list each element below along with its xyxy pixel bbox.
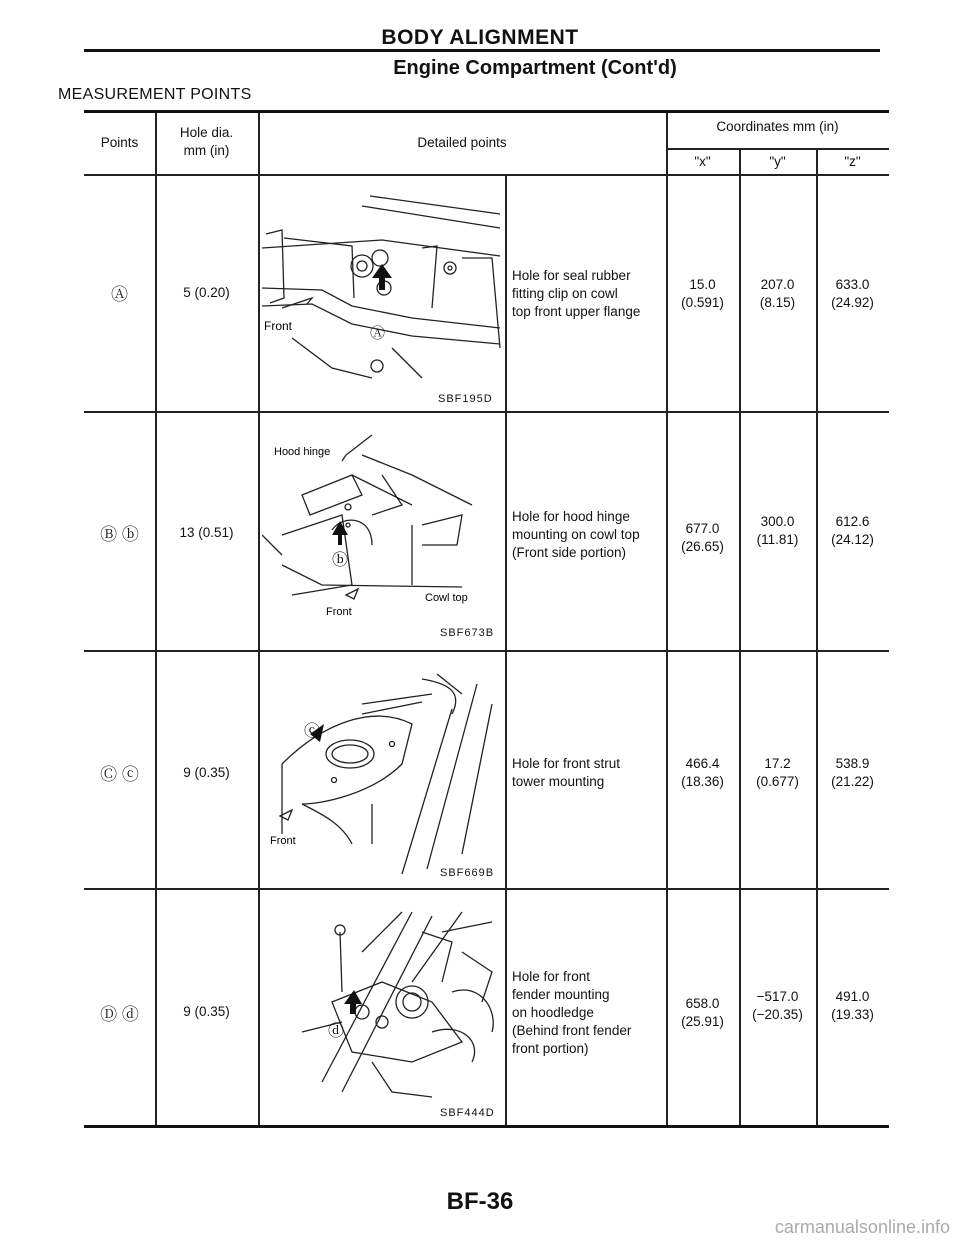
coord-z-in: (24.12) — [831, 532, 874, 547]
description-line: Hole for seal rubber — [512, 268, 631, 283]
hole-dia-value: 13 (0.51) — [179, 525, 234, 540]
coord-z-mm: 491.0 — [835, 989, 870, 1004]
header-bottom-rule — [84, 174, 889, 176]
description-line: fitting clip on cowl — [512, 286, 618, 301]
header-z: "z" — [844, 154, 861, 169]
title-rule — [84, 49, 880, 52]
coord-y-mm: 300.0 — [760, 514, 795, 529]
figure-point-mark: ⓓ — [328, 1023, 345, 1040]
table-bottom-rule — [84, 1125, 889, 1128]
hole-dia-value: 9 (0.35) — [183, 765, 230, 780]
figure-front-label: Front — [326, 606, 352, 618]
coord-x-mm: 15.0 — [689, 277, 716, 292]
figure-hood-hinge-label: Hood hinge — [274, 446, 331, 458]
figure-hood-hinge — [262, 415, 502, 647]
header-hole-dia-unit: mm (in) — [183, 143, 230, 158]
figure-code: SBF195D — [438, 393, 493, 405]
point-label: Ⓐ — [111, 285, 128, 304]
coord-z-mm: 633.0 — [835, 277, 870, 292]
section-heading: MEASUREMENT POINTS — [58, 86, 252, 103]
hole-dia-value: 5 (0.20) — [183, 285, 230, 300]
header-hole-dia: Hole dia. — [179, 125, 234, 140]
figure-front-label: Front — [270, 835, 296, 847]
fig-divider — [505, 412, 507, 650]
coord-y-in: (−20.35) — [752, 1007, 803, 1022]
point-label: Ⓑ ⓑ — [100, 525, 139, 544]
figure-cowl-top-label: Cowl top — [425, 592, 468, 604]
coord-y-in: (0.677) — [756, 774, 799, 789]
detail-description — [512, 508, 640, 562]
watermark: carmanualsonline.info — [774, 1217, 950, 1237]
figure-code: SBF669B — [440, 867, 495, 879]
header-points: Points — [100, 135, 139, 150]
description-line: front portion) — [512, 1041, 589, 1056]
description-line: tower mounting — [512, 774, 605, 789]
coord-y-mm: 207.0 — [760, 277, 795, 292]
row-separator — [84, 888, 889, 890]
coord-x — [666, 755, 739, 791]
coord-x — [666, 520, 739, 556]
coord-y — [739, 988, 816, 1024]
header-y: "y" — [769, 154, 786, 169]
figure-code: SBF444D — [440, 1107, 495, 1119]
page-subtitle: Engine Compartment (Cont'd) — [393, 57, 677, 79]
table-top-rule — [84, 110, 889, 113]
col-divider — [258, 113, 260, 1125]
hole-dia-value: 9 (0.35) — [183, 1004, 230, 1019]
point-label: Ⓓ ⓓ — [100, 1005, 139, 1024]
coord-y-in: (11.81) — [756, 532, 799, 547]
row-separator — [84, 650, 889, 652]
col-divider — [155, 113, 157, 1125]
header-x: "x" — [694, 154, 711, 169]
detail-description — [512, 267, 640, 321]
description-line: top front upper flange — [512, 304, 641, 319]
figure-front-label: Front — [264, 319, 293, 333]
coord-y-in: (8.15) — [759, 295, 796, 310]
description-line: Hole for hood hinge — [512, 509, 630, 524]
header-detailed-points: Detailed points — [417, 135, 507, 150]
coord-x-in: (0.591) — [681, 295, 724, 310]
coord-y — [739, 276, 816, 312]
page-title: BODY ALIGNMENT — [381, 26, 579, 49]
coord-x — [666, 276, 739, 312]
coord-y — [739, 755, 816, 791]
figure-cowl-clip — [262, 178, 502, 408]
point-label: Ⓒ ⓒ — [100, 765, 139, 784]
coord-x-in: (18.36) — [681, 774, 724, 789]
description-line: (Behind front fender — [512, 1023, 632, 1038]
figure-strut-tower — [262, 654, 502, 884]
coord-z — [816, 988, 889, 1024]
figure-code: SBF673B — [440, 627, 495, 639]
coord-z-in: (19.33) — [831, 1007, 874, 1022]
coord-y-mm: −517.0 — [756, 989, 799, 1004]
coord-x-in: (25.91) — [681, 1014, 724, 1029]
coord-x-mm: 677.0 — [685, 521, 720, 536]
col-divider — [666, 113, 668, 1125]
detail-description — [512, 968, 631, 1058]
description-line: Hole for front — [512, 969, 591, 984]
coord-z — [816, 276, 889, 312]
coord-y — [739, 513, 816, 549]
coord-x-mm: 658.0 — [685, 996, 720, 1011]
detail-description — [512, 755, 620, 791]
coord-x-mm: 466.4 — [685, 756, 720, 771]
row-separator — [84, 411, 889, 413]
coord-z-mm: 538.9 — [835, 756, 870, 771]
coord-subheader-rule — [666, 148, 889, 150]
fig-divider — [505, 651, 507, 888]
coord-z — [816, 755, 889, 791]
coord-x — [666, 995, 739, 1031]
description-line: Hole for front strut — [512, 756, 621, 771]
coord-z — [816, 513, 889, 549]
coord-z-mm: 612.6 — [835, 514, 870, 529]
description-line: on hoodledge — [512, 1005, 594, 1020]
coord-x-in: (26.65) — [681, 539, 724, 554]
description-line: fender mounting — [512, 987, 610, 1002]
figure-point-mark: Ⓐ — [370, 325, 386, 342]
description-line: (Front side portion) — [512, 545, 627, 560]
fig-divider — [505, 889, 507, 1125]
figure-point-mark: ⓑ — [332, 552, 349, 569]
header-coordinates: Coordinates mm (in) — [716, 119, 839, 134]
page-number: BF-36 — [446, 1188, 514, 1215]
figure-fender-mounting — [262, 892, 502, 1122]
description-line: mounting on cowl top — [512, 527, 640, 542]
figure-point-mark: ⓒ — [304, 723, 321, 740]
coord-y-mm: 17.2 — [764, 756, 791, 771]
coord-z-in: (21.22) — [831, 774, 874, 789]
coord-z-in: (24.92) — [831, 295, 874, 310]
fig-divider — [505, 175, 507, 411]
